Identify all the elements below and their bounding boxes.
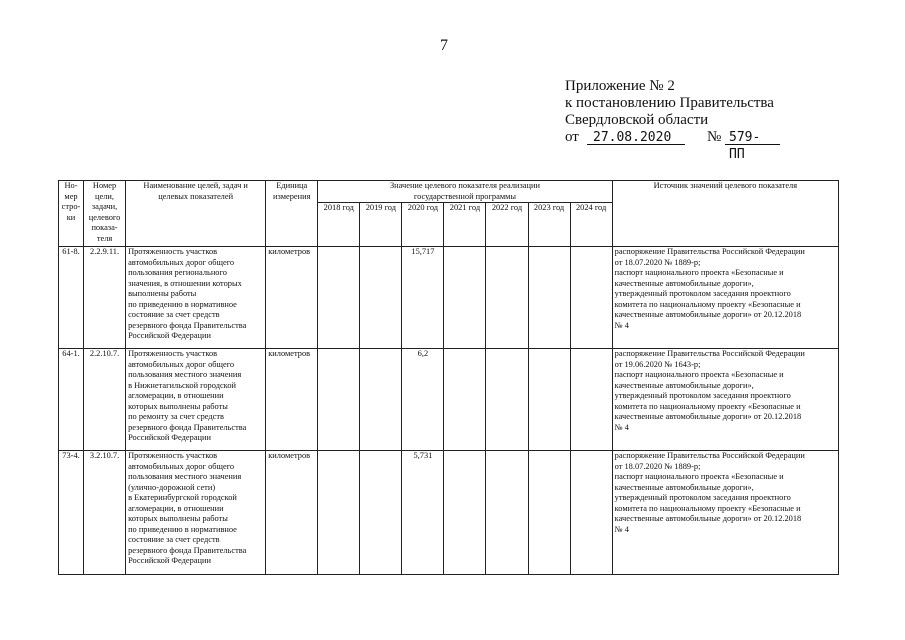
header-year: 2019 год bbox=[360, 203, 402, 247]
source: распоряжение Правительства Российской Федерации от 18.07.2020 № 1889-р; паспорт национального проекта «Безопасные и качественные автомобильные дороги», утвержденный протоколом заседания проектного комитета по национальному проекту «Безопасные и качественные автомобильные дороги» от 20.12.2018 № 4 bbox=[612, 247, 838, 349]
number-label: № bbox=[707, 129, 722, 145]
value-2022 bbox=[486, 451, 528, 575]
appendix-resolution-line: к постановлению Правительства bbox=[565, 95, 774, 111]
appendix-region-line: Свердловской области bbox=[565, 112, 709, 128]
header-year: 2018 год bbox=[318, 203, 360, 247]
goal-number: 3.2.10.7. bbox=[84, 451, 126, 575]
table-row bbox=[59, 247, 839, 349]
value-2019 bbox=[360, 349, 402, 451]
header-value-group: Значение целевого показателя реализации государственной программы bbox=[318, 181, 612, 203]
resolution-signature-line bbox=[565, 129, 774, 162]
value-2022 bbox=[486, 247, 528, 349]
unit: километров bbox=[266, 451, 318, 575]
indicator-name: Протяженность участков автомобильных дорог общего пользования местного значения (улично-дорожной сети) в Екатеринбургской городской агломерации, в отношении которых выполнены работы по приведению в нормативное состояние за счет средств резервного фонда Правительства Российской Федерации bbox=[126, 451, 266, 575]
unit: километров bbox=[266, 247, 318, 349]
value-2024 bbox=[570, 247, 612, 349]
header-year: 2024 год bbox=[570, 203, 612, 247]
value-2023 bbox=[528, 349, 570, 451]
value-2019 bbox=[360, 247, 402, 349]
table-row bbox=[59, 349, 839, 451]
header-unit: Единица измерения bbox=[266, 181, 318, 247]
value-2021 bbox=[444, 451, 486, 575]
source: распоряжение Правительства Российской Федерации от 19.06.2020 № 1643-р; паспорт национального проекта «Безопасные и качественные автомобильные дороги», утвержденный протоколом заседания проектного комитета по национальному проекту «Безопасные и качественные автомобильные дороги» от 20.12.2018 № 4 bbox=[612, 349, 838, 451]
value-2023 bbox=[528, 247, 570, 349]
value-2019 bbox=[360, 451, 402, 575]
value-2023 bbox=[528, 451, 570, 575]
appendix-header bbox=[565, 78, 774, 162]
value-2020: 15,717 bbox=[402, 247, 444, 349]
indicator-name: Протяженность участков автомобильных дорог общего пользования регионального значения, в отношении которых выполнены работы по приведению в нормативное состояние за счет средств резервного фонда Правительства Российской Федерации bbox=[126, 247, 266, 349]
appendix-title: Приложение № 2 bbox=[565, 78, 675, 94]
date-label: от bbox=[565, 129, 579, 145]
header-year: 2022 год bbox=[486, 203, 528, 247]
value-2020: 5,731 bbox=[402, 451, 444, 575]
indicators-table bbox=[58, 180, 839, 575]
goal-number: 2.2.10.7. bbox=[84, 349, 126, 451]
resolution-number: 579-ПП bbox=[729, 130, 761, 162]
row-number: 64-1. bbox=[59, 349, 84, 451]
value-2020: 6,2 bbox=[402, 349, 444, 451]
value-2024 bbox=[570, 451, 612, 575]
unit: километров bbox=[266, 349, 318, 451]
goal-number: 2.2.9.11. bbox=[84, 247, 126, 349]
value-2018 bbox=[318, 349, 360, 451]
value-2024 bbox=[570, 349, 612, 451]
header-row-number: Но- мер стро- ки bbox=[59, 181, 84, 247]
header-goal-number: Номер цели, задачи, целевого показа- теля bbox=[84, 181, 126, 247]
value-2018 bbox=[318, 451, 360, 575]
header-year: 2021 год bbox=[444, 203, 486, 247]
indicator-name: Протяженность участков автомобильных дорог общего пользования местного значения в Нижнетагильской городской агломерации, в отношении которых выполнены работы по ремонту за счет средств резервного фонда Правительства Российской Федерации bbox=[126, 349, 266, 451]
header-name: Наименование целей, задач и целевых показателей bbox=[126, 181, 266, 247]
page-number: 7 bbox=[440, 37, 448, 54]
value-2021 bbox=[444, 349, 486, 451]
header-year: 2023 год bbox=[528, 203, 570, 247]
source: распоряжение Правительства Российской Федерации от 18.07.2020 № 1889-р; паспорт национального проекта «Безопасные и качественные автомобильные дороги», утвержденный протоколом заседания проектного комитета по национальному проекту «Безопасные и качественные автомобильные дороги» от 20.12.2018 № 4 bbox=[612, 451, 838, 575]
resolution-date: 27.08.2020 bbox=[593, 130, 672, 145]
row-number: 73-4. bbox=[59, 451, 84, 575]
row-number: 61-8. bbox=[59, 247, 84, 349]
value-2018 bbox=[318, 247, 360, 349]
header-year: 2020 год bbox=[402, 203, 444, 247]
header-source: Источник значений целевого показателя bbox=[612, 181, 838, 247]
value-2021 bbox=[444, 247, 486, 349]
table-row bbox=[59, 451, 839, 575]
value-2022 bbox=[486, 349, 528, 451]
